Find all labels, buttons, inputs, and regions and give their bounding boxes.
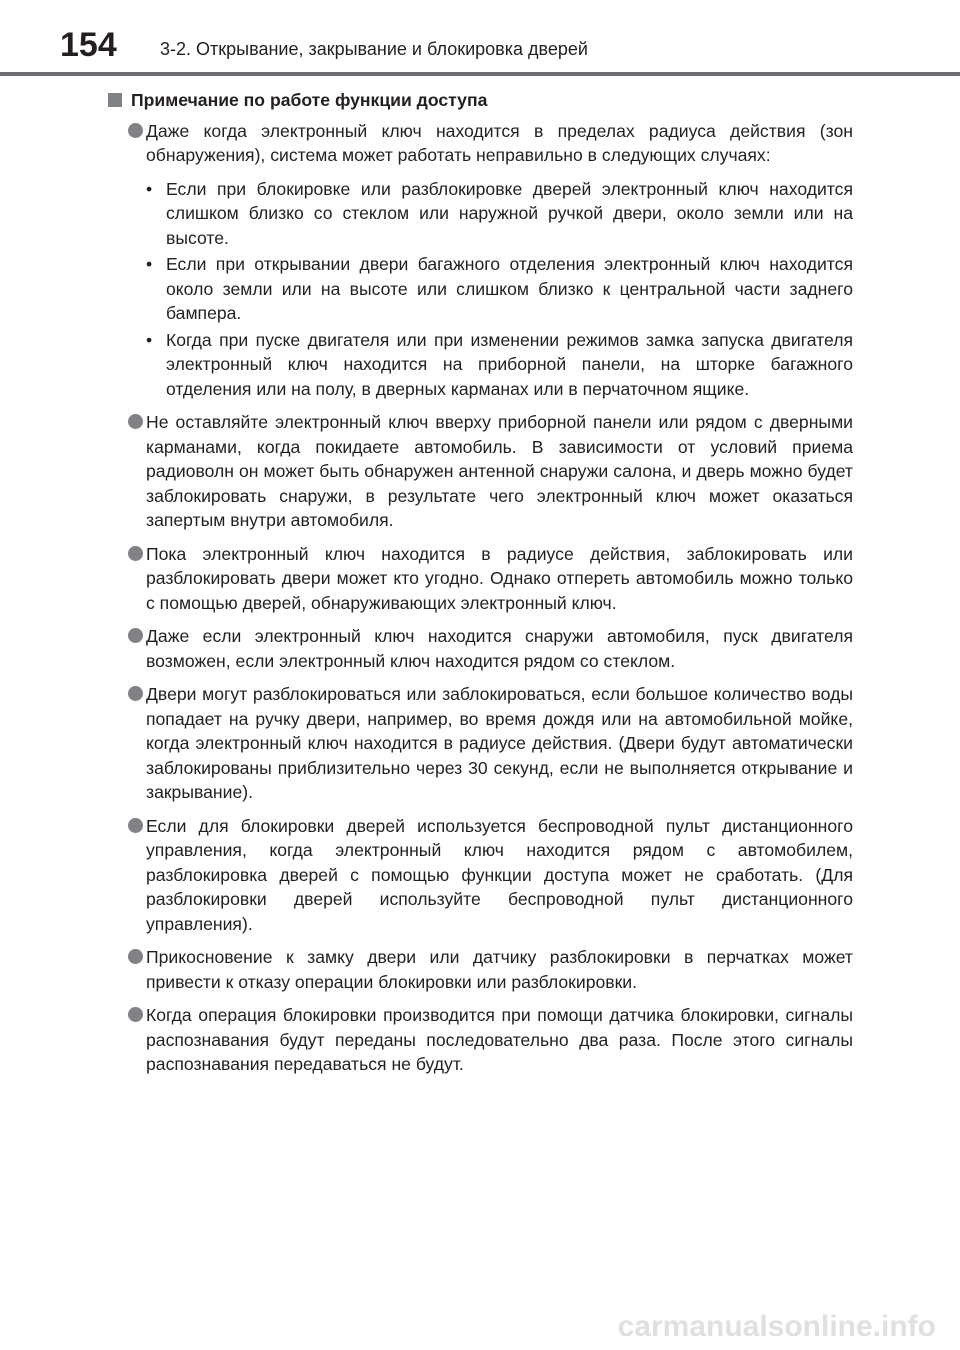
sub-list-item — [146, 252, 853, 326]
list-item — [108, 542, 853, 616]
list-item-text: Если для блокировки дверей используется беспроводной пульт дистанционного управления, когда электронный ключ находится рядом с автомобилем, разблокировка дверей с помощью функции доступа может не сработать. (Для разблокировки дверей используйте беспроводной пульт дистанционного управления). — [146, 815, 853, 934]
list-item-text: Двери могут разблокироваться или заблокироваться, если большое количество воды попадает на ручку двери, например, во время дождя или на автомобильной мойке, когда электронный ключ находится в радиусе действия. (Двери будут автоматически заблокированы приблизительно через 30 секунд, если не выполняется открывание и закрывание). — [146, 684, 853, 802]
circle-bullet-icon — [128, 414, 143, 429]
sub-list — [146, 177, 853, 402]
sub-list-item-text: Когда при пуске двигателя или при изменении режимов замка запуска двигателя электронный ключ находится на приборной панели, на шторке багажного отделения или на полу, в дверных карманах или в перчаточном ящике. — [166, 329, 853, 399]
list-item — [108, 410, 853, 533]
circle-bullet-icon — [128, 628, 143, 643]
list-item-text: Когда операция блокировки производится при помощи датчика блокировки, сигналы распознавания будут переданы последовательно два раза. После этого сигналы распознавания передаваться не будут. — [146, 1005, 853, 1074]
sub-list-item — [146, 177, 853, 251]
list-item — [108, 814, 853, 937]
circle-bullet-icon — [128, 546, 143, 561]
note-heading-text: Примечание по работе функции доступа — [131, 90, 488, 110]
watermark: carmanualsonline.info — [617, 1310, 936, 1343]
list-item — [108, 945, 853, 994]
list-item — [108, 119, 853, 402]
bullet-icon: • — [146, 254, 153, 274]
list-item-text: Прикосновение к замку двери или датчику разблокировки в перчатках может привести к отказу операции блокировки или разблокировки. — [146, 947, 853, 992]
sub-list-item-text: Если при блокировке или разблокировке дверей электронный ключ находится слишком близко со стеклом или наружной ручкой двери, около земли или на высоте. — [166, 178, 853, 248]
note-heading — [108, 88, 853, 113]
page-header — [0, 0, 960, 80]
list-item-text: Не оставляйте электронный ключ вверху приборной панели или рядом с дверными карманами, когда покидаете автомобиль. В зависимости от условий приема радиоволн он может быть обнаружен антенной снаружи салона, и дверь можно будет заблокировать снаружи, в результате чего электронный ключ может оказаться запертым внутри автомобиля. — [146, 412, 853, 530]
circle-bullet-icon — [128, 1007, 143, 1022]
sub-list-item — [146, 328, 853, 402]
page-content — [108, 88, 853, 1086]
section-title: 3-2. Открывание, закрывание и блокировка дверей — [160, 39, 588, 59]
list-item — [108, 624, 853, 673]
list-item-text: Даже если электронный ключ находится снаружи автомобиля, пуск двигателя возможен, если электронный ключ находится рядом со стеклом. — [146, 626, 853, 671]
sub-list-item-text: Если при открывании двери багажного отделения электронный ключ находится около земли или на высоте или слишком близко к центральной части заднего бампера. — [166, 254, 853, 323]
circle-bullet-icon — [128, 949, 143, 964]
header-divider — [0, 72, 960, 76]
page-number: 154 — [60, 26, 117, 64]
circle-bullet-icon — [128, 818, 143, 833]
bullet-icon: • — [146, 178, 153, 199]
list-item-text: Пока электронный ключ находится в радиусе действия, заблокировать или разблокировать двери может кто угодно. Однако отпереть автомобиль можно только с помощью дверей, обнаруживающих электронный ключ. — [146, 543, 853, 613]
list-item — [108, 1003, 853, 1077]
square-bullet-icon — [108, 93, 122, 107]
list-item — [108, 682, 853, 805]
bullet-icon: • — [146, 329, 153, 350]
circle-bullet-icon — [128, 686, 143, 701]
list-item-text: Даже когда электронный ключ находится в пределах радиуса действия (зон обнаружения), система может работать неправильно в следующих случаях: — [146, 120, 853, 165]
circle-bullet-icon — [128, 123, 143, 138]
